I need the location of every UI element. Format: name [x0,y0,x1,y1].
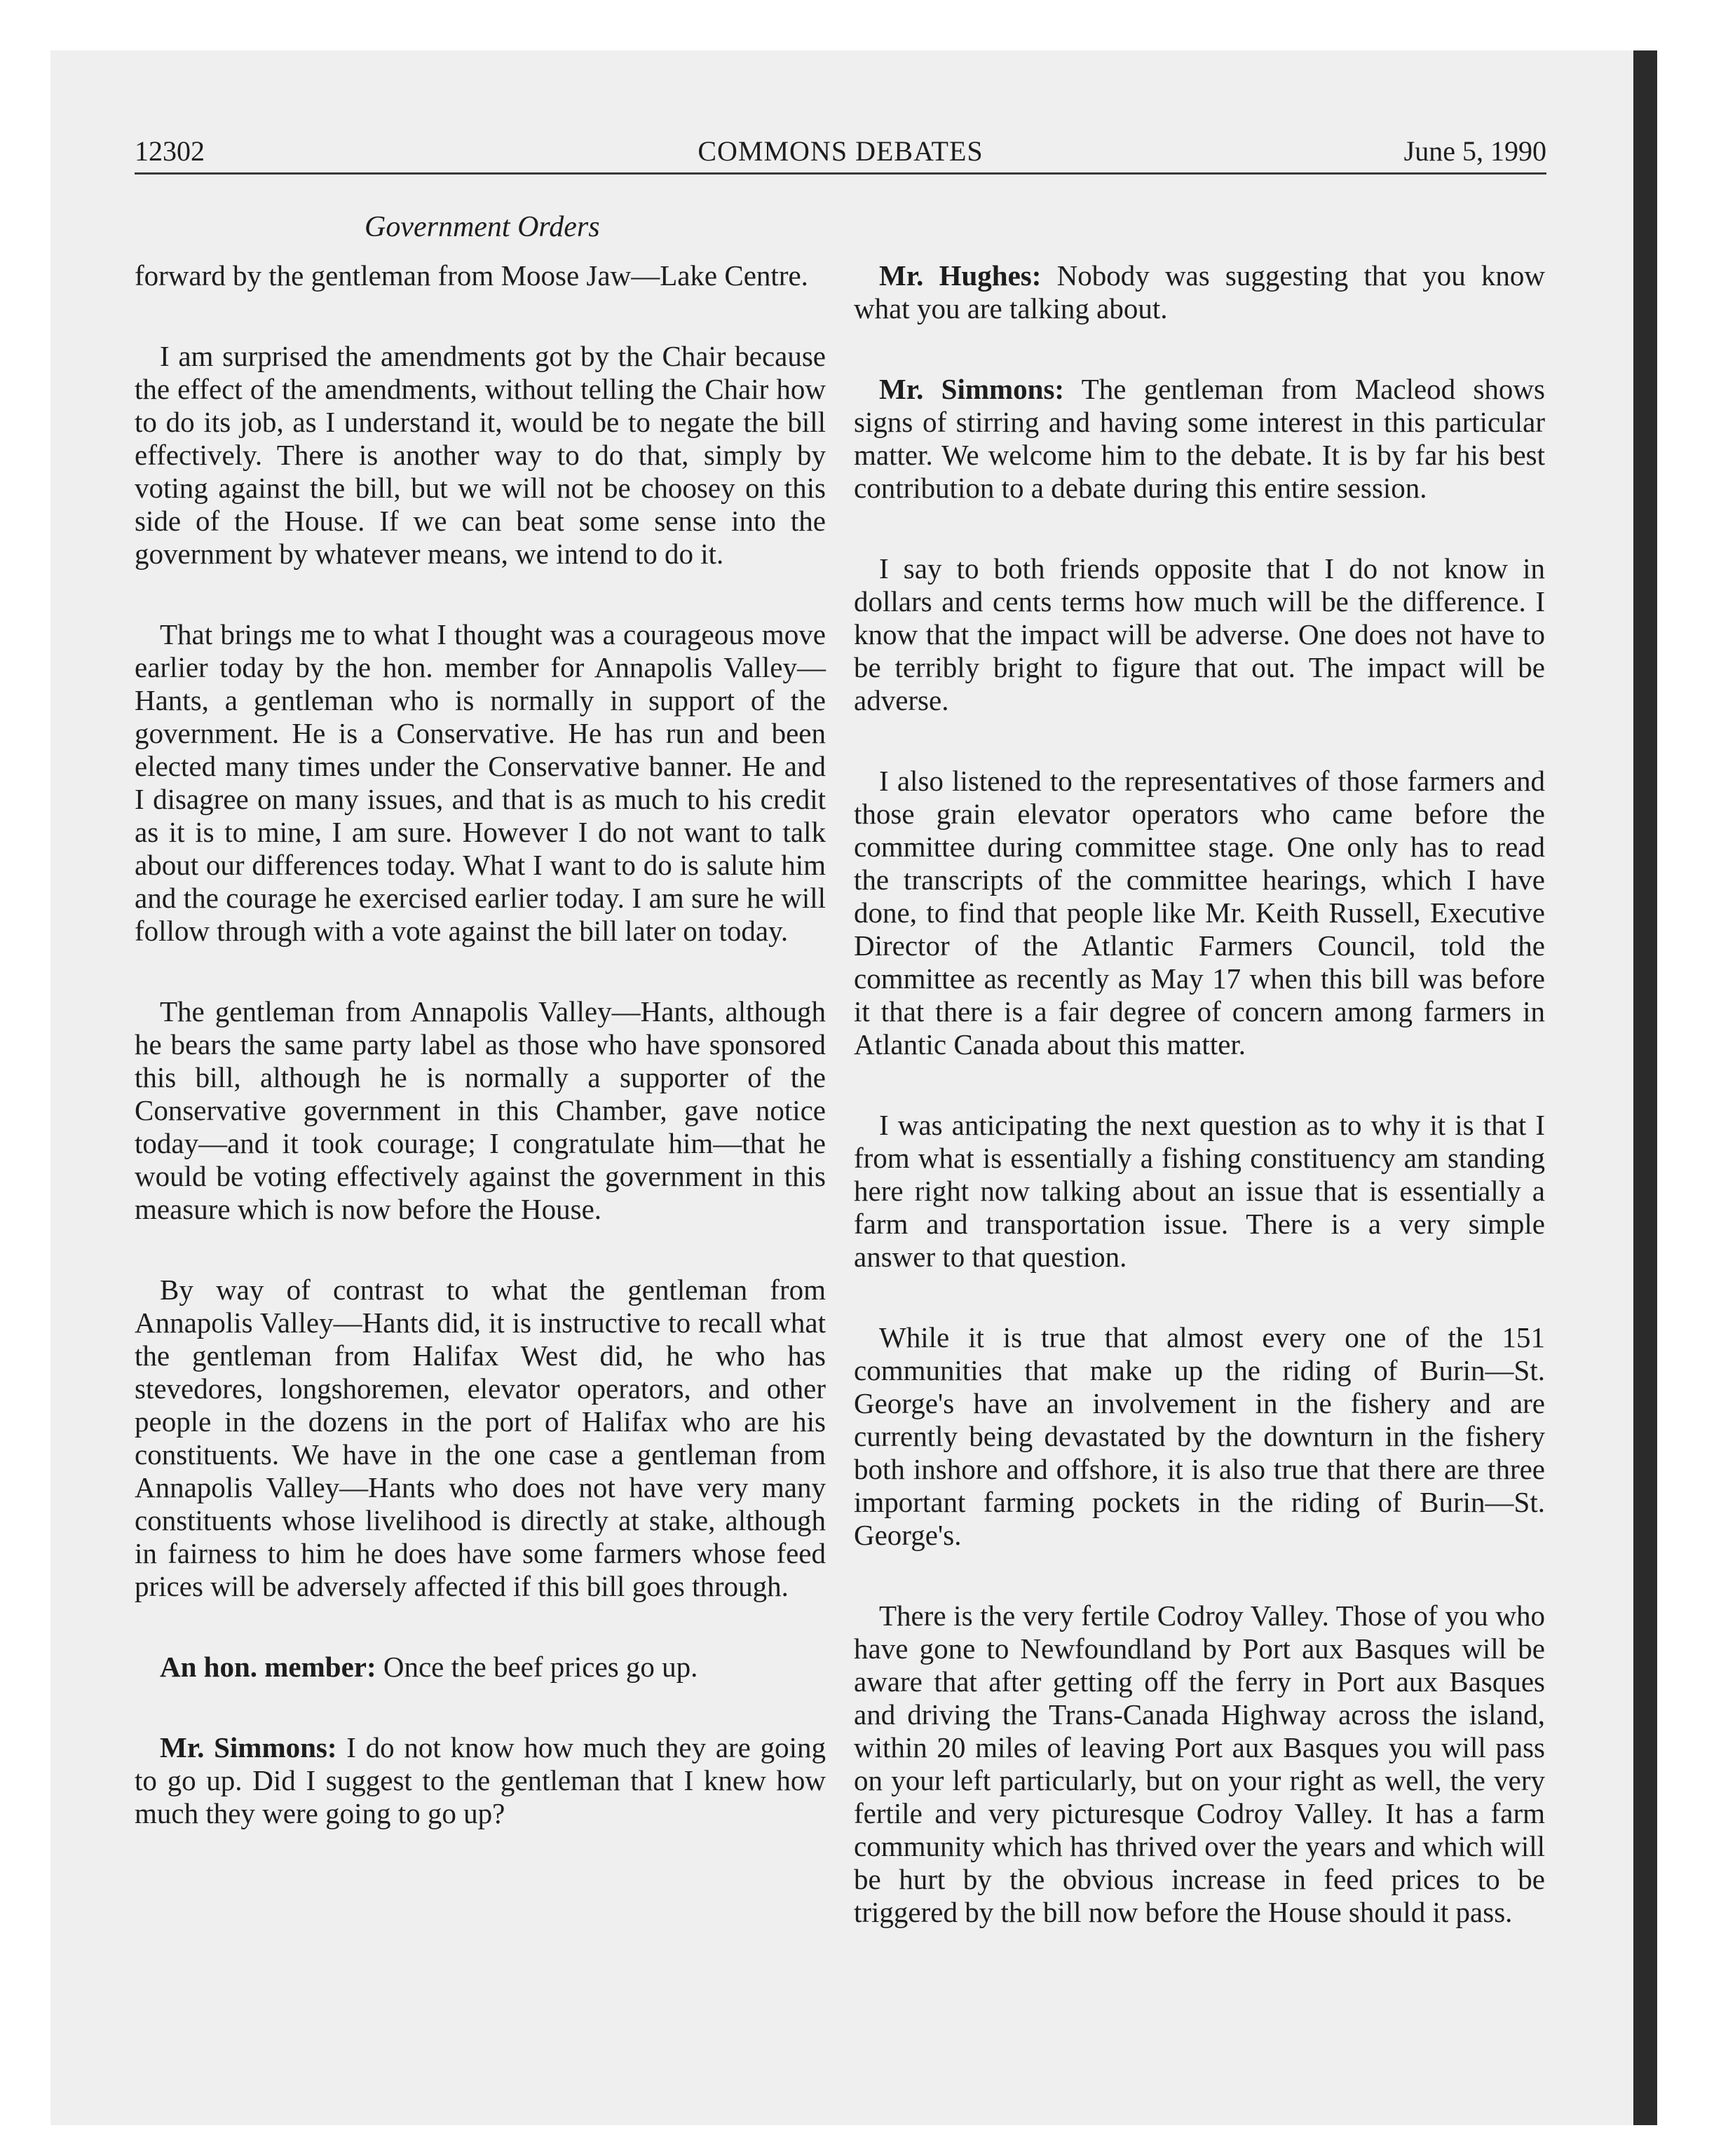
paragraph-text: The gentleman from Annapolis Valley—Hants, although he bears the same party label as those who have sponsored this bill, although he is normally a supporter of the Conservative government in this Chamber, gave notice today—and it took courage; I congratulate him—that he would be voting effectively against the government in this measure which is now before the House. [135,995,826,1225]
paragraph [854,765,1545,1061]
paragraph [135,1731,826,1830]
page-number: 12302 [135,135,205,167]
paragraph-text: By way of contrast to what the gentleman from Annapolis Valley—Hants did, it is instructive to recall what the gentleman from Halifax West did, he who has stevedores, longshoremen, elevator operators, and other people in the dozens in the port of Halifax who are his constituents. We have in the one case a gentleman from Annapolis Valley—Hants who does not have very many constituents whose livelihood is directly at stake, although in fairness to him he does have some farmers whose feed prices will be adversely affected if this bill goes through. [135,1274,826,1602]
paragraph [135,259,826,292]
paragraph [854,1599,1545,1929]
paragraph-text: Once the beef prices go up. [383,1651,698,1683]
speaker-name: Mr. Simmons: [879,373,1065,405]
paragraph-text: I also listened to the representatives of those farmers and those grain elevator operators who came before the committee during committee stage. One only has to read the transcripts of the committee hearings, which I have done, to find that people like Mr. Keith Russell, Executive Director of the Atlantic Farmers Council, told the committee as recently as May 17 when this bill was before it that there is a fair degree of concern among farmers in Atlantic Canada about this matter. [854,765,1545,1060]
speaker-name: An hon. member: [160,1651,376,1683]
paragraph-text: I was anticipating the next question as to why it is that I from what is essentially a fishing constituency am standing here right now talking about an issue that is essentially a farm and transportation issue. There is a very simple answer to that question. [854,1109,1545,1273]
paragraph [854,373,1545,505]
paragraph-text: I say to both friends opposite that I do not know in dollars and cents terms how much will be the difference. I know that the impact will be adverse. One does not have to be terribly bright to figure that out. The impact will be adverse. [854,552,1545,716]
scan-edge-shadow [1633,50,1657,2125]
paragraph [854,259,1545,325]
left-column [135,259,826,1878]
speaker-name: Mr. Hughes: [879,259,1042,292]
paragraph-text: While it is true that almost every one of the 151 communities that make up the riding of Burin—St. George's have an involvement in the fishery and are currently being devastated by the downturn in the fishery both inshore and offshore, it is also true that there are three important farming pockets in the riding of Burin—St. George's. [854,1321,1545,1551]
running-head [135,132,1546,171]
paragraph-text: I do not know how much they are going to go up. Did I suggest to the gentleman that I knew how much they were going to go up? [135,1731,826,1829]
journal-title: COMMONS DEBATES [698,135,984,167]
paragraph [854,1109,1545,1274]
paragraph [135,995,826,1226]
issue-date: June 5, 1990 [1403,135,1546,167]
paragraph-text: That brings me to what I thought was a courageous move earlier today by the hon. member for Annapolis Valley—Hants, a gentleman who is normally in support of the government. He is a Conservative. He has run and been elected many times under the Conservative banner. He and I disagree on many issues, and that is as much to his credit as it is to mine, I am sure. However I do not want to talk about our differences today. What I want to do is salute him and the courage he exercised earlier today. I am sure he will follow through with a vote against the bill later on today. [135,618,826,947]
right-column [854,259,1545,1977]
paragraph-text: forward by the gentleman from Moose Jaw—Lake Centre. [135,259,808,292]
paragraph-text: Nobody was suggesting that you know what you are talking about. [854,259,1546,325]
paragraph [854,552,1545,717]
paragraph [135,618,826,948]
paragraph-text: There is the very fertile Codroy Valley. Those of you who have gone to Newfoundland by Port aux Basques will be aware that after getting off the ferry in Port aux Basques and driving the Trans-Canada Highway across the island, within 20 miles of leaving Port aux Basques you will pass on your left particularly, but on your right as well, the very fertile and very picturesque Codroy Valley. It has a farm community which has thrived over the years and which will be hurt by the obvious increase in feed prices to be triggered by the bill now before the House should it pass. [854,1599,1545,1928]
paragraph [135,1274,826,1603]
paragraph-text: I am surprised the amendments got by the Chair because the effect of the amendments, without telling the Chair how to do its job, as I understand it, would be to negate the bill effectively. There is another way to do that, simply by voting against the bill, but we will not be choosey on this side of the House. If we can beat some sense into the government by whatever means, we intend to do it. [135,340,826,570]
paragraph [854,1321,1545,1552]
section-label: Government Orders [365,211,600,243]
paragraph-text: The gentleman from Macleod shows signs of stirring and having some interest in this particular matter. We welcome him to the debate. It is by far his best contribution to a debate during this entire session. [854,373,1545,504]
paragraph [135,340,826,571]
speaker-name: Mr. Simmons: [160,1731,337,1763]
header-rule [135,172,1546,175]
paragraph [135,1651,826,1684]
